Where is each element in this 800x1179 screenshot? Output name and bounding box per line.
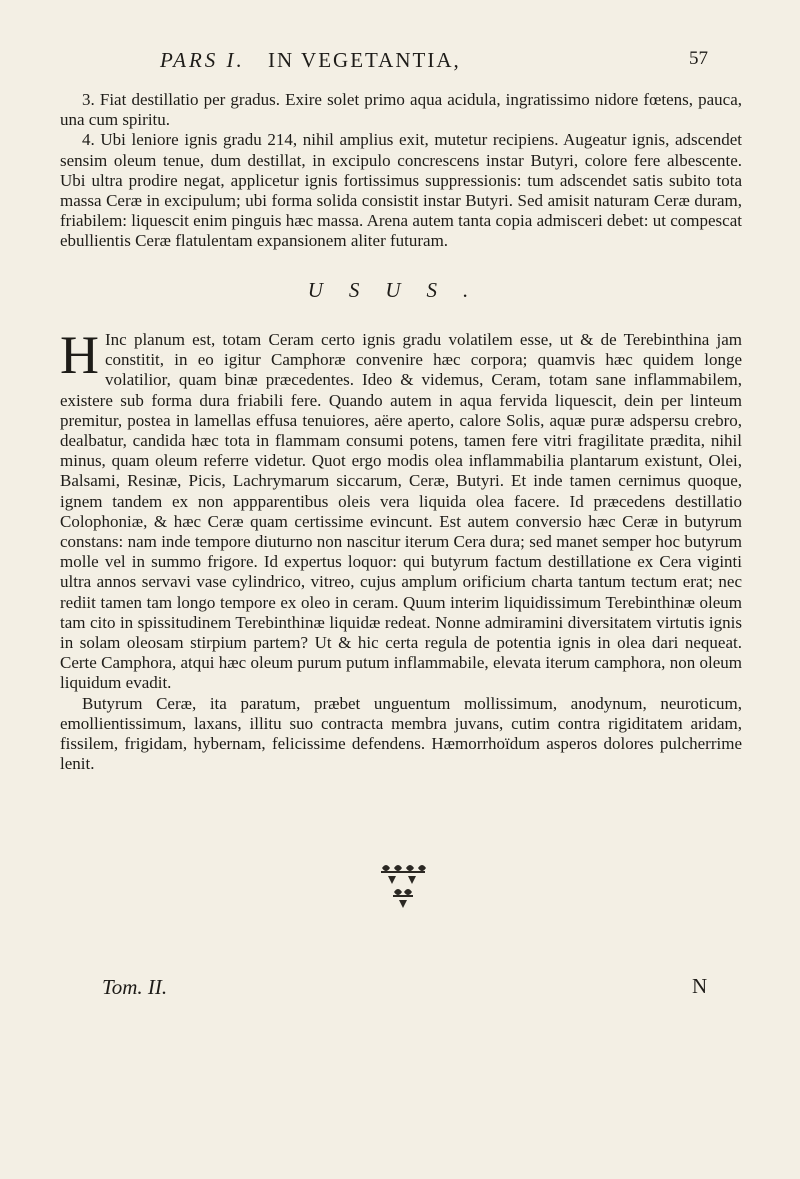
section-heading-usus: USUS.: [307, 278, 495, 302]
running-head-section: PARS I.: [160, 48, 245, 72]
paragraph-step-4: 4. Ubi leniore ignis gradu 214, nihil amplius exit, mutetur recipiens. Augeatur ignis, adscendet sensim oleum tenue, dum destillat, in excipulo concrescens instar Butyri, colore fere albescente. Ubi ultra prodire negat, applicetur ignis fortissimus suppressionis: tum adscendet satis subito tota massa Ceræ in excipulum; ubi forma solida consistit instar Butyri. Sed amisit naturam Ceræ duram, friabilem: liquescit enim pinguis hæc massa. Arena autem tanta copia admisceri debet: ut compescat ebullientis Ceræ flatulentam expansionem aliter futuram.: [60, 130, 742, 251]
usus-paragraph-1-text: Inc planum est, totam Ceram certo ignis gradu volatilem esse, ut & de Terebinthina jam constitit, in eo igitur Camphoræ convenire hæc corpora; quamvis hæc quidem longe volatilior, quam binæ præcedentes. Ideo & videmus, Ceram, totam sane inflammabilem, existere sub forma dura friabili fere. Quando autem in aqua fervida liquescit, dein per linteum premitur, postea in lamellas effusa tenuiores, aëre aperto, calore Solis, aquæ puræ adspersu crebro, dealbatur, candida hæc tota in flammam consumi potens, tamen fere vitri fragilitate prædita, nihil minus, quam oleum referre videtur. Quot ergo modis olea inflammabilia plantarum existunt, Olei, Balsami, Resinæ, Picis, Lachrymarum siccarum, Ceræ, Butyri. Et inde tamen cernimus quoque, ignem tandem ex non appparentibus oleis vera liquida olea facere. Id præcedens destillatio Colophoniæ, & hæc Ceræ quam certissime evincunt. Est autem conversio hæc Ceræ in butyrum constans: nam inde tempore diuturno non nascitur iterum Cera dura; sed manet semper hoc butyrum molle vel in summo frigore. Id expertus loquor: qui butyrum factum destillatione ex Cera viginti ultra annos servavi vase cylindrico, vitreo, cujus amplum orificium charta tantum tectum erat; nec rediit tamen tam longo tempore ex oleo in ceram. Quum interim liquidissimum Terebinthinæ oleum tam cito in spissitudinem Terebinthinæ liquidæ redeat. Nonne admiramini diversitatem virtutis ignis in solam oleosam stirpium partem? Ut & hic certa regula de potentia ignis in olea dari nequeat. Certe Camphora, atqui hæc oleum purum putum inflammabile, elevata iterum camphora, non oleum liquidum evadit.: [60, 330, 742, 693]
drop-initial: H: [60, 325, 99, 385]
procedure-text: [60, 90, 742, 252]
printers-ornament-icon: [372, 860, 432, 920]
signature-mark: N: [692, 974, 708, 998]
usus-paragraph-1: [60, 325, 742, 694]
paragraph-step-3: 3. Fiat destillatio per gradus. Exire solet primo aqua acidula, ingratissimo nidore fœtens, pauca, una cum spiritu.: [60, 90, 742, 130]
usus-paragraph-2: Butyrum Ceræ, ita paratum, præbet unguentum mollissimum, anodynum, neuroticum, emollientissimum, laxans, illitu suo contracta membra juvans, cutim contra rigiditatem aridam, fissilem, frigidam, hybernam, felicissime defendens. Hæmorrhoïdum asperos dolores pulcherrime lenit.: [60, 693, 742, 774]
page-number: 57: [689, 48, 708, 69]
volume-mark: Tom. II.: [102, 975, 168, 999]
running-head: [160, 48, 708, 78]
running-head-title: IN VEGETANTIA,: [268, 48, 461, 72]
usus-text: [60, 325, 742, 774]
